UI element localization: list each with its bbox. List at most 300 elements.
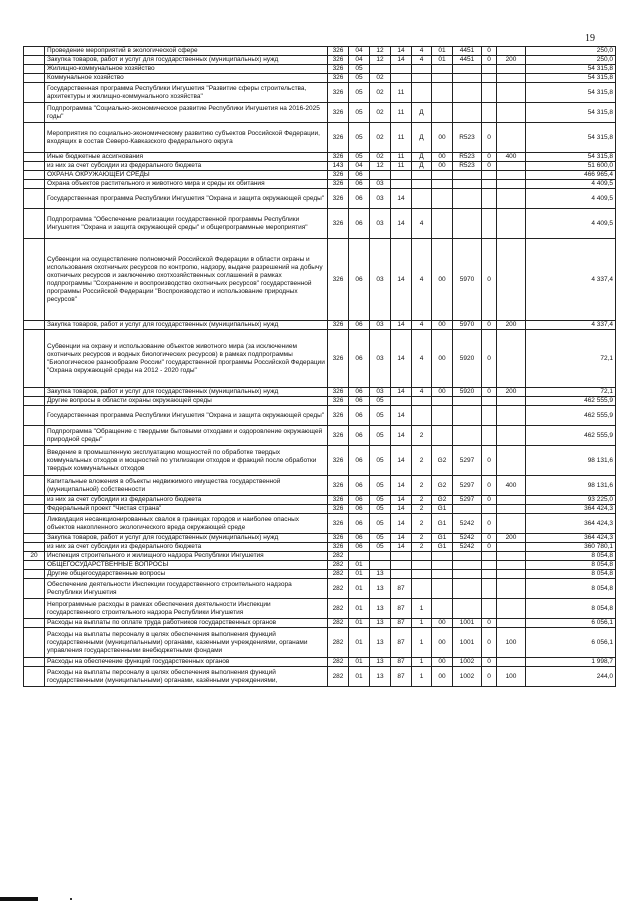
table-row [24,561,616,570]
cell-c1: 282 [328,561,349,570]
cell-c7 [453,83,482,103]
cell-num [24,388,45,397]
cell-c4: 14 [391,534,412,543]
cell-c9 [497,561,526,570]
cell-c1: 326 [328,189,349,209]
cell-c6: 00 [432,123,453,153]
cell-sum: 98 131,6 [526,446,616,476]
cell-c8: 0 [482,162,497,171]
cell-c1: 282 [328,579,349,599]
cell-desc: Субвенции на охрану и использование объектов животного мира (за исключением охотничьих ресурсов и водных биологических ресурсов) в рамках подпрограммы "Биологическое разнообразие России" государственной программы Российской Федерации "Охрана окружающей среды на 2012 - 2020 годы" [45,330,328,388]
cell-sum: 54 315,8 [526,153,616,162]
cell-c7: 5970 [453,239,482,321]
cell-desc: Непрограммные расходы в рамках обеспечения деятельности Инспекции государственного строительного надзора Республики Ингушетия [45,599,328,619]
cell-num [24,543,45,552]
cell-c7 [453,579,482,599]
cell-c2: 05 [349,123,370,153]
cell-c5 [412,74,432,83]
cell-c7 [453,552,482,561]
cell-c2: 06 [349,505,370,514]
cell-c6 [432,426,453,446]
cell-c8 [482,561,497,570]
cell-c5 [412,406,432,426]
cell-c8 [482,552,497,561]
cell-sum: 54 315,8 [526,74,616,83]
cell-sum: 364 424,3 [526,505,616,514]
cell-c8 [482,83,497,103]
cell-c7: 1002 [453,667,482,687]
cell-c9 [497,543,526,552]
cell-desc: Федеральный проект "Чистая страна" [45,505,328,514]
cell-c3 [370,65,391,74]
cell-sum: 8 054,8 [526,561,616,570]
cell-c7 [453,426,482,446]
cell-c3: 13 [370,658,391,667]
cell-c5 [412,180,432,189]
cell-num [24,658,45,667]
cell-c5 [412,189,432,209]
cell-c4: 11 [391,162,412,171]
cell-c9 [497,209,526,239]
cell-c6 [432,599,453,619]
cell-c2: 01 [349,667,370,687]
cell-c9: 100 [497,628,526,658]
cell-c7 [453,209,482,239]
table-row [24,330,616,388]
cell-c8 [482,103,497,123]
page-number: 19 [585,33,595,44]
cell-c9: 200 [497,321,526,330]
table-row [24,162,616,171]
cell-c1: 326 [328,321,349,330]
cell-c3: 05 [370,476,391,496]
cell-c6: 01 [432,47,453,56]
cell-num [24,330,45,388]
cell-c2: 06 [349,446,370,476]
cell-desc: Проведение мероприятий в экологической сфере [45,47,328,56]
cell-c2: 06 [349,171,370,180]
cell-c4 [391,65,412,74]
cell-c5: 2 [412,534,432,543]
cell-c5 [412,171,432,180]
table-row [24,496,616,505]
cell-sum: 54 315,8 [526,123,616,153]
cell-c4: 14 [391,406,412,426]
cell-c1: 326 [328,543,349,552]
cell-c3: 02 [370,123,391,153]
cell-desc: Иные бюджетные ассигнования [45,153,328,162]
cell-c2: 06 [349,543,370,552]
cell-c4: 14 [391,505,412,514]
budget-table [23,46,616,687]
cell-num [24,667,45,687]
cell-desc: Закупка товаров, работ и услуг для государственных (муниципальных) нужд [45,56,328,65]
cell-c1: 326 [328,330,349,388]
cell-num [24,74,45,83]
cell-c8: 0 [482,619,497,628]
cell-c3: 03 [370,189,391,209]
cell-c5: 2 [412,543,432,552]
cell-c6: 00 [432,658,453,667]
cell-c7 [453,505,482,514]
cell-c6: G1 [432,514,453,534]
cell-sum: 462 555,9 [526,406,616,426]
cell-c8: 0 [482,330,497,388]
cell-c9: 400 [497,153,526,162]
table-row [24,209,616,239]
cell-desc: Подпрограмма "Социально-экономическое развитие Республики Ингушетия на 2016-2025 годы" [45,103,328,123]
cell-c1: 326 [328,514,349,534]
table-row [24,619,616,628]
cell-c7: 5920 [453,388,482,397]
cell-c4: 11 [391,153,412,162]
cell-c8: 0 [482,56,497,65]
cell-c2: 01 [349,570,370,579]
cell-c5: Д [412,123,432,153]
cell-c5 [412,83,432,103]
cell-c1: 282 [328,619,349,628]
cell-num [24,628,45,658]
cell-c5: 4 [412,388,432,397]
cell-c3: 13 [370,570,391,579]
cell-c3: 05 [370,534,391,543]
cell-c1: 282 [328,628,349,658]
cell-c1: 282 [328,658,349,667]
table-row [24,505,616,514]
cell-c8 [482,505,497,514]
cell-c6: 01 [432,56,453,65]
cell-c3: 03 [370,180,391,189]
cell-sum: 93 225,0 [526,496,616,505]
cell-desc: из них за счет субсидии из федерального бюджета [45,496,328,505]
cell-num [24,599,45,619]
cell-c7 [453,180,482,189]
cell-c6: 00 [432,153,453,162]
cell-c4: 11 [391,103,412,123]
table-row [24,514,616,534]
cell-c8 [482,570,497,579]
cell-c1: 326 [328,65,349,74]
cell-c4: 87 [391,599,412,619]
cell-c9: 400 [497,476,526,496]
cell-sum: 54 315,8 [526,103,616,123]
cell-c2: 06 [349,388,370,397]
cell-c1: 326 [328,56,349,65]
cell-num [24,209,45,239]
cell-c5: 2 [412,505,432,514]
cell-c6: 00 [432,330,453,388]
cell-c7 [453,189,482,209]
cell-sum: 72,1 [526,388,616,397]
cell-c5: 4 [412,321,432,330]
cell-c4: 14 [391,426,412,446]
cell-num [24,570,45,579]
cell-c2: 05 [349,65,370,74]
cell-c1: 326 [328,47,349,56]
cell-c2: 06 [349,321,370,330]
cell-c5 [412,570,432,579]
cell-c9 [497,619,526,628]
cell-desc: Капитальные вложения в объекты недвижимого имущества государственной (муниципальной) собственности [45,476,328,496]
cell-desc: Государственная программа Республики Ингушетия "Охрана и защита окружающей среды" [45,189,328,209]
cell-desc: Ликвидация несанкционированных свалок в границах городов и наиболее опасных объектов накопленного экологического вреда окружающей среде [45,514,328,534]
cell-c4: 14 [391,321,412,330]
cell-c8 [482,65,497,74]
cell-sum: 98 131,6 [526,476,616,496]
cell-c3: 03 [370,239,391,321]
cell-sum: 4 337,4 [526,321,616,330]
cell-c4 [391,552,412,561]
cell-desc: Инспекция строительного и жилищного надзора Республики Ингушетия [45,552,328,561]
cell-c2: 06 [349,534,370,543]
cell-c6 [432,189,453,209]
cell-c2: 01 [349,599,370,619]
cell-desc: Другие общегосударственные вопросы [45,570,328,579]
cell-desc: из них за счет субсидии из федерального бюджета [45,543,328,552]
cell-c5: 2 [412,426,432,446]
cell-c6: 00 [432,619,453,628]
cell-c1: 326 [328,446,349,476]
cell-c2: 04 [349,162,370,171]
cell-c7: 5970 [453,321,482,330]
table-body [24,47,616,687]
cell-c3 [370,552,391,561]
cell-c9 [497,189,526,209]
cell-c4: 87 [391,619,412,628]
cell-sum: 51 600,0 [526,162,616,171]
cell-c5 [412,397,432,406]
cell-c4: 14 [391,189,412,209]
cell-desc: Подпрограмма "Обеспечение реализации государственной программы Республики Ингушетия "Охрана и защита окружающей среды" и общепрограммные мероприятия" [45,209,328,239]
table-row [24,570,616,579]
cell-sum: 360 780,1 [526,543,616,552]
cell-num [24,446,45,476]
cell-c6: 00 [432,628,453,658]
table-row [24,56,616,65]
cell-c3: 05 [370,426,391,446]
cell-c7: 1001 [453,628,482,658]
cell-c5 [412,561,432,570]
table-row [24,388,616,397]
cell-c9 [497,496,526,505]
cell-c3: 12 [370,47,391,56]
cell-c4: 14 [391,496,412,505]
cell-num [24,579,45,599]
cell-c3: 13 [370,667,391,687]
cell-c9 [497,599,526,619]
table-row [24,74,616,83]
cell-desc: Закупка товаров, работ и услуг для государственных (муниципальных) нужд [45,321,328,330]
cell-c7: 5297 [453,476,482,496]
cell-c2: 01 [349,628,370,658]
cell-c2: 06 [349,209,370,239]
cell-sum: 244,0 [526,667,616,687]
cell-c4 [391,74,412,83]
cell-c9 [497,579,526,599]
cell-desc: ОХРАНА ОКРУЖАЮЩЕЙ СРЕДЫ [45,171,328,180]
table-row [24,599,616,619]
cell-num [24,153,45,162]
cell-c8 [482,189,497,209]
cell-c6 [432,397,453,406]
cell-c1: 326 [328,239,349,321]
cell-sum: 8 054,8 [526,579,616,599]
table-row [24,83,616,103]
table-row [24,426,616,446]
cell-c8 [482,426,497,446]
cell-desc: Расходы на выплаты персоналу в целях обеспечения выполнения функций государственными (муниципальными) органами, казёнными учреждениями, [45,667,328,687]
cell-c9 [497,65,526,74]
cell-c1: 326 [328,406,349,426]
cell-c7: 5242 [453,543,482,552]
cell-num [24,619,45,628]
cell-c6: 00 [432,388,453,397]
cell-c2: 04 [349,56,370,65]
cell-desc: Расходы на выплаты персоналу в целях обеспечения выполнения функций государственными (муниципальными) органами, казенными учреждениями, органами управления государственными внебюджетными фондами [45,628,328,658]
cell-c1: 326 [328,153,349,162]
cell-c3: 05 [370,406,391,426]
table-row [24,446,616,476]
cell-c5: 4 [412,209,432,239]
cell-c6: G1 [432,543,453,552]
cell-c2: 01 [349,561,370,570]
cell-c8: 0 [482,534,497,543]
cell-c6 [432,406,453,426]
cell-c6 [432,171,453,180]
cell-c7 [453,65,482,74]
cell-c9 [497,83,526,103]
cell-c3: 02 [370,83,391,103]
cell-sum: 4 337,4 [526,239,616,321]
cell-c7: 4451 [453,47,482,56]
cell-c4: 14 [391,330,412,388]
cell-c7: R523 [453,123,482,153]
cell-num [24,496,45,505]
table-row [24,189,616,209]
cell-c8 [482,599,497,619]
cell-desc: Жилищно-коммунальное хозяйство [45,65,328,74]
cell-desc: ОБЩЕГОСУДАРСТВЕННЫЕ ВОПРОСЫ [45,561,328,570]
cell-c3: 03 [370,330,391,388]
cell-c4: 11 [391,123,412,153]
cell-c2: 06 [349,180,370,189]
cell-c7: 5242 [453,534,482,543]
cell-c4 [391,171,412,180]
cell-c3: 05 [370,514,391,534]
table-row [24,153,616,162]
cell-c7: 5920 [453,330,482,388]
table-row [24,171,616,180]
cell-c4: 87 [391,579,412,599]
cell-c5: 4 [412,330,432,388]
cell-num [24,103,45,123]
cell-c4: 14 [391,239,412,321]
cell-c3: 12 [370,162,391,171]
cell-c8: 0 [482,321,497,330]
cell-c3: 05 [370,397,391,406]
cell-num [24,56,45,65]
cell-sum: 8 054,8 [526,599,616,619]
cell-c6: 00 [432,239,453,321]
cell-sum: 364 424,3 [526,534,616,543]
cell-c5: Д [412,162,432,171]
cell-c5: 1 [412,628,432,658]
cell-c8 [482,579,497,599]
cell-c2: 01 [349,619,370,628]
table-row [24,321,616,330]
cell-sum: 462 555,9 [526,426,616,446]
cell-c6 [432,103,453,123]
cell-c3: 05 [370,446,391,476]
cell-sum: 364 424,3 [526,514,616,534]
cell-num [24,171,45,180]
cell-c8: 0 [482,658,497,667]
table-row [24,552,616,561]
table-row [24,180,616,189]
cell-c9 [497,171,526,180]
cell-c4: 87 [391,628,412,658]
cell-c8: 0 [482,388,497,397]
cell-sum: 462 555,9 [526,397,616,406]
cell-c3: 02 [370,103,391,123]
cell-c8: 0 [482,239,497,321]
cell-c5: 2 [412,514,432,534]
cell-c7: 1002 [453,658,482,667]
cell-c4: 14 [391,209,412,239]
footer-bar [0,897,38,901]
cell-c5 [412,65,432,74]
cell-c7: 1001 [453,619,482,628]
cell-c4: 14 [391,47,412,56]
cell-c2: 06 [349,189,370,209]
cell-sum: 250,0 [526,56,616,65]
cell-c5: 2 [412,446,432,476]
cell-c7 [453,397,482,406]
cell-c1: 326 [328,180,349,189]
cell-sum: 1 998,7 [526,658,616,667]
cell-c9 [497,180,526,189]
cell-c3: 03 [370,388,391,397]
cell-c7 [453,74,482,83]
cell-c7 [453,561,482,570]
cell-c7 [453,406,482,426]
cell-c8 [482,180,497,189]
cell-c1: 282 [328,552,349,561]
cell-c7: 4451 [453,56,482,65]
cell-c7: 5242 [453,514,482,534]
cell-num [24,476,45,496]
cell-c3: 13 [370,599,391,619]
cell-c6: G2 [432,496,453,505]
cell-c5: 4 [412,47,432,56]
cell-c6: 00 [432,667,453,687]
cell-c8: 0 [482,628,497,658]
cell-c9 [497,47,526,56]
cell-c8 [482,397,497,406]
cell-c6: 00 [432,162,453,171]
cell-sum: 4 409,5 [526,180,616,189]
cell-c7 [453,103,482,123]
cell-c6 [432,83,453,103]
cell-c9: 100 [497,667,526,687]
table-row [24,406,616,426]
cell-c9 [497,514,526,534]
cell-c7: 5297 [453,496,482,505]
cell-desc: из них за счет субсидии из федерального бюджета [45,162,328,171]
cell-c9 [497,552,526,561]
cell-c6 [432,570,453,579]
cell-c2: 06 [349,476,370,496]
